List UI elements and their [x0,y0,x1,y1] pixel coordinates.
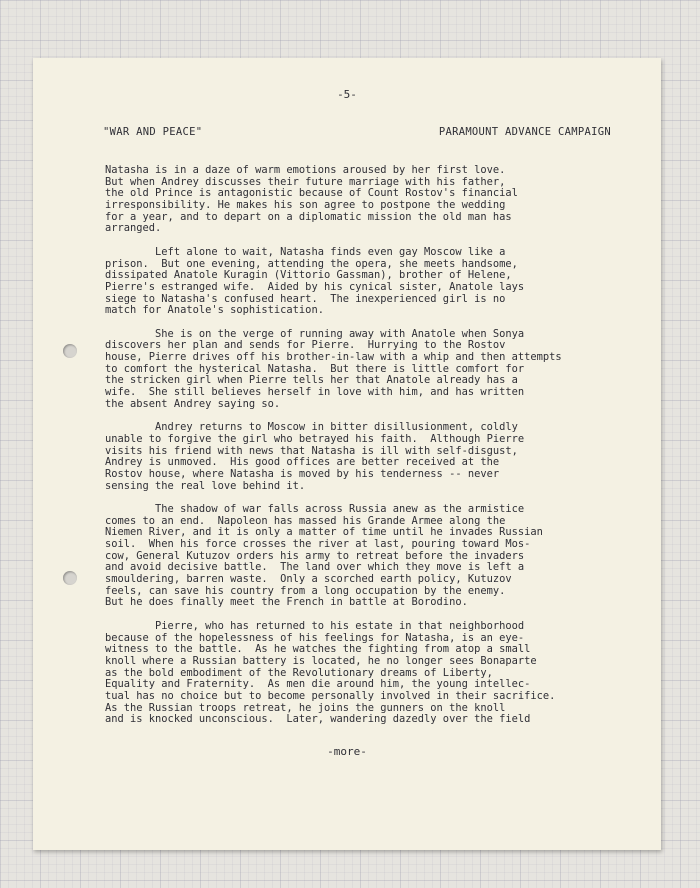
text-line: soil. When his force crosses the river at last, pouring toward Mos- [105,538,531,550]
text-line: dissipated Anatole Kuragin (Vittorio Gassman), brother of Helene, [105,269,512,282]
header-title: "WAR AND PEACE" [103,126,203,138]
text-line: Rostov house, where Natasha is moved by his tenderness -- never [105,467,500,480]
paragraph-6 [105,621,645,726]
text-line: Andrey is unmoved. His good offices are better received at the [105,456,500,469]
text-line: Andrey returns to Moscow in bitter disillusionment, coldly [105,421,518,434]
text-line: The shadow of war falls across Russia anew as the armistice [105,502,525,515]
text-line: knoll where a Russian battery is located, he no longer sees Bonaparte [105,654,537,667]
text-line: prison. But one evening, attending the opera, she meets handsome, [105,257,518,270]
paragraph-3 [105,329,645,411]
text-line: the stricken girl when Pierre tells her that Anatole already has a [105,374,518,387]
text-line: house, Pierre drives off his brother-in-law with a whip and then attempts [105,351,562,363]
paragraph-4 [105,422,645,492]
page-number: -5- [337,88,357,101]
text-line: feels, can save his country from a long occupation by the enemy. [105,584,506,597]
text-line: Natasha is in a daze of warm emotions aroused by her first love. [105,164,506,176]
paragraph-2 [105,247,645,317]
more-footer: -more- [327,745,367,758]
text-line: irresponsibility. He makes his son agree to postpone the wedding [105,199,506,212]
text-line: the absent Andrey saying so. [105,397,281,410]
text-line: Pierre's estranged wife. Aided by his cynical sister, Anatole lays [105,280,525,293]
text-line: comes to an end. Napoleon has massed his Grande Armee along the [105,514,506,527]
text-line: wife. She still believes herself in love with him, and has written [105,386,525,399]
text-line: cow, General Kutuzov orders his army to retreat before the invaders [105,549,525,562]
text-line: sensing the real love behind it. [105,479,306,492]
text-line: for a year, and to depart on a diplomatic mission the old man has [105,210,512,223]
paragraph-1 [105,165,645,235]
document-body [105,165,645,738]
text-line: She is on the verge of running away with Anatole when Sonya [105,327,525,340]
text-line: But when Andrey discusses their future marriage with his father, [105,175,506,188]
text-line: discovers her plan and sends for Pierre. Hurrying to the Rostov [105,339,506,352]
text-line: But he does finally meet the French in battle at Borodino. [105,596,468,609]
punch-hole [63,571,77,585]
text-line: Left alone to wait, Natasha finds even gay Moscow like a [105,245,506,258]
text-line: and is knocked unconscious. Later, wandering dazedly over the field [105,713,531,726]
text-line: Niemen River, and it is only a matter of time until he invades Russian [105,526,543,539]
text-line: to comfort the hysterical Natasha. But there is little comfort for [105,362,525,375]
text-line: Pierre, who has returned to his estate in that neighborhood [105,619,525,632]
text-line: Equality and Fraternity. As men die around him, the young intellec- [105,678,531,691]
text-line: because of the hopelessness of his feelings for Natasha, is an eye- [105,631,525,644]
text-line: smouldering, barren waste. Only a scorched earth policy, Kutuzov [105,573,512,586]
header-campaign: PARAMOUNT ADVANCE CAMPAIGN [438,126,611,138]
text-line: the old Prince is antagonistic because of Count Rostov's financial [105,187,518,200]
text-line: tual has no choice but to become personally involved in their sacrifice. [105,689,556,702]
text-line: unable to forgive the girl who betrayed his faith. Although Pierre [105,432,525,445]
text-line: arranged. [105,222,162,235]
text-line: siege to Natasha's confused heart. The inexperienced girl is no [105,292,506,305]
text-line: and avoid decisive battle. The land over which they move is left a [105,561,525,574]
typed-page [33,58,661,850]
paragraph-5 [105,504,645,609]
text-line: as the bold embodiment of the Revolutionary dreams of Liberty, [105,666,493,679]
punch-hole [63,344,77,358]
text-line: match for Anatole's sophistication. [105,304,324,317]
text-line: visits his friend with news that Natasha is ill with self-disgust, [105,444,518,457]
text-line: As the Russian troops retreat, he joins the gunners on the knoll [105,701,506,714]
text-line: witness to the battle. As he watches the fighting from atop a small [105,643,531,656]
